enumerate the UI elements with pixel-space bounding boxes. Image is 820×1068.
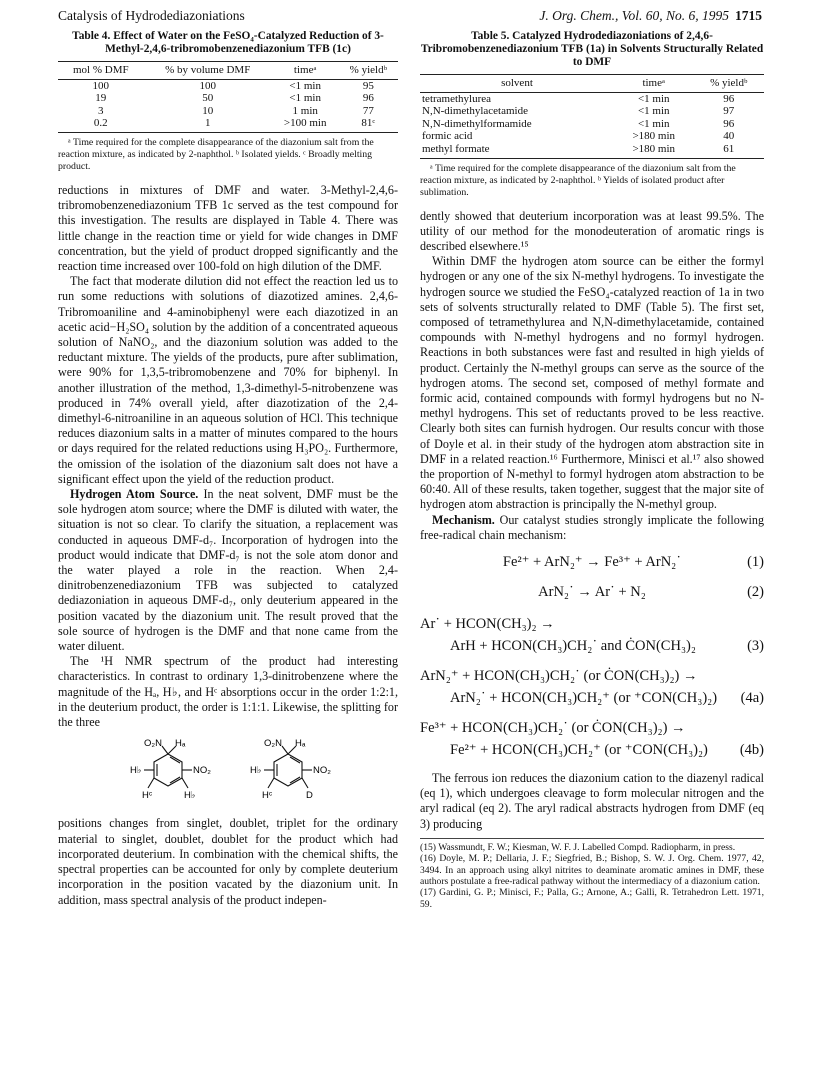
table-row [58, 117, 398, 132]
table-cell: >100 min [272, 117, 339, 132]
table-row [420, 118, 764, 131]
ha-label: Hₐ [175, 738, 186, 750]
journal-name: J. Org. Chem., Vol. 60, No. 6, 1995 [539, 8, 729, 23]
table-cell: 100 [199, 79, 216, 92]
equation-1 [420, 551, 764, 573]
equation-text: Fe³⁺ + HCON(CH₃)CH₂˙ (or ĊON(CH₃)₂) → [420, 720, 686, 737]
table-cell: 96 [723, 117, 735, 130]
dinitrobenzene-structures [58, 736, 398, 804]
no2-label: NO₂ [193, 765, 211, 777]
table-cell: 96 [362, 92, 374, 105]
table-cell: <1 min [637, 105, 670, 118]
equation-number: (4b) [739, 742, 764, 759]
equation-text: Fe²⁺ + HCON(CH₃)CH₂⁺ (or ⁺CON(CH₃)₂) [450, 742, 708, 759]
table-row [420, 105, 764, 118]
paragraph-text: Our catalyst studies strongly implicate the following free-radical chain mechanism: [420, 512, 764, 542]
table-row [420, 130, 764, 143]
running-head-title: Catalysis of Hydrodediazoniations [58, 8, 245, 23]
table5-header: timeᵃ [614, 75, 693, 93]
ha-label: Hₐ [295, 738, 306, 750]
paragraph: dently showed that deuterium incorporation was at least 99.5%. The utility of our method for the monodeuteration of aromatic rings is described elsewhere.¹⁵ [420, 208, 764, 253]
table-cell: N,N-dimethylacetamide [422, 105, 528, 118]
table-cell: 77 [362, 104, 374, 117]
table-cell: 100 [92, 79, 110, 92]
running-head [58, 8, 762, 28]
table-row [58, 92, 398, 105]
table-cell: methyl formate [420, 143, 614, 158]
table-cell: 1 [144, 117, 272, 132]
hb-label: H♭ [250, 765, 262, 777]
paragraph: The ferrous ion reduces the diazonium cation to the diazenyl radical (eq 1), which undergoes cleavage to form molecular nitrogen and the aryl radical (eq 2). The aryl radical abstracts hydrogen from DMF (eq 3) producing [420, 771, 764, 831]
table-cell: tetramethylurea [422, 92, 492, 105]
structure-deuterated [264, 746, 312, 788]
paragraph: positions changes from singlet, doublet, triplet for the ordinary material to singlet, doublet, doublet for the product which had incorporated deuterium. In combination with the chemical shifts, the spectral properties can be accounted for only by complete deuterium incorporation in the position vacated by the diazonium unit. In addition, mass spectral analysis of the product indepen- [58, 816, 398, 907]
equation-4b [420, 717, 764, 761]
paragraph-text: In the neat solvent, DMF must be the sole hydrogen atom source; where the DMF is diluted with water, the situation is not so clear. To clarify the situation, a replacement was conducted in aqueous DMF-d₇. Incorporation of hydrogen into the product would indicate that DMF-d₇ is not the sole atom donor and the water played a role in the reaction. When 2,4-dinitrobenzenediazonium TFB was subjected to catalyzed dediazoniation in aqueous DMF-d₇, only deuterium appeared in the position vacated by the diazonium unit. The result proved that the sole source of hydrogen is the DMF and that none came from the water diluent. [58, 487, 399, 654]
hc-label: Hᶜ [262, 790, 273, 802]
hc-label: Hᶜ [142, 790, 153, 802]
equation-text: ArH + HCON(CH₃)CH₂˙ and ĊON(CH₃)₂ [450, 638, 696, 655]
table-cell: 0.2 [58, 117, 144, 132]
table-cell: >180 min [614, 143, 693, 158]
table-cell: N,N-dimethylformamide [422, 117, 532, 130]
o2n-label: O₂N [264, 738, 282, 750]
journal-citation [539, 8, 762, 24]
table-cell: 95 [362, 79, 374, 92]
equation-text: ArN₂⁺ + HCON(CH₃)CH₂˙ (or ĊON(CH₃)₂) → [420, 668, 698, 685]
table-cell: 50 [202, 92, 214, 105]
hb-label: H♭ [184, 790, 196, 802]
equation-text: ArN₂˙ → Ar˙ + N₂ [538, 584, 646, 601]
paragraph: The ¹H NMR spectrum of the product had interesting characteristics. In contrast to ordinary 1,3-dinitrobenzene where the magnitude of the Hₐ, H♭, and Hᶜ absorptions occur in the order 1:2:1, in the deuterium product, the order is 1:1:1. Likewise, the splitting for the three [58, 654, 398, 730]
table-cell: 97 [723, 105, 735, 118]
equation-number: (3) [747, 638, 764, 655]
table-cell: 19 [95, 92, 107, 105]
left-column [58, 30, 398, 908]
paragraph: reductions in mixtures of DMF and water. 3-Methyl-2,4,6-tribromobenzenediazonium TFB 1c served as the test compound for this investigation. The results are displayed in Table 4. There was little change in the reaction time or yield for wide changes in DMF concentration, but the yield of product dropped significantly and the reaction time increased over 100-fold on high dilution of the DMF. [58, 182, 398, 273]
equation-text: ArN₂˙ + HCON(CH₃)CH₂⁺ (or ⁺CON(CH₃)₂) [450, 690, 718, 707]
reference-16: (16) Doyle, M. P.; Dellaria, J. F.; Siegfried, B.; Bishop, S. W. J. Org. Chem. 1977, 42, 3494. In an approach using alkyl nitrites to deaminate aromatic amines in DMF, these authors postulate a free-radical pathway without the intermediacy of a diazonium cation. [420, 853, 764, 888]
references [420, 838, 764, 910]
table-cell: 61 [693, 143, 764, 158]
table5-header: solvent [420, 75, 614, 93]
paragraph: Within DMF the hydrogen atom source can be either the formyl hydrogen or any one of the six N-methyl hydrogens. To investigate the hydrogen source we studied the FeSO₄-catalyzed reaction of 1a in two sets of solvents structurally related to DMF (Table 5). The first set, composed of tetramethylurea and N,N-dimethylacetamide, contained compounds with N-methyl hydrogens and no formyl hydrogen. Reactions in both substances were fast and resulted in high yields of product. Certainly the N-methyl groups can serve as the source of the hydrogen atoms. The second set, composed of methyl formate and formic acid, contained compounds with formyl hydrogens but no N-methyl hydrogens. This set of reductants proved to be less reactive. Clearly both sites can furnish hydrogen. Our results concur with those of Doyle et al. in their study of the hydrogen atom abstraction site in DMF in a related reaction.¹⁶ Furthermore, Minisci et al.¹⁷ also showed the proportion of N-methyl to formyl hydrogen atom abstraction to be 60:40. All of these results, taken together, suggest that the major site of hydrogen atom abstraction is principally the N-methyl group. [420, 254, 764, 512]
equation-4a [420, 665, 764, 709]
table4-footnote: ᵃ Time required for the complete disappearance of the diazonium salt from the reaction mixture, as indicated by 2-naphthol. ᵇ Isolated yields. ᶜ Broadly melting product. [58, 136, 374, 172]
equation-3 [420, 613, 764, 657]
reference-17: (17) Gardini, G. P.; Minisci, F.; Palla, G.; Arnone, A.; Galli, R. Tetrahedron Lett. 1971, 59. [420, 887, 764, 910]
table-row [58, 79, 398, 92]
section-heading: Hydrogen Atom Source. [70, 487, 199, 502]
structure-ordinary [144, 746, 192, 788]
table-cell: 3 [98, 104, 104, 117]
equation-number: (2) [747, 584, 764, 601]
table-row [420, 143, 764, 158]
table4-header: timeᵃ [272, 62, 339, 80]
table-row [420, 92, 764, 105]
table-cell: 81ᶜ [339, 117, 398, 132]
hb-label: H♭ [130, 765, 142, 777]
table4-header: % by volume DMF [144, 62, 272, 80]
paragraph: The fact that moderate dilution did not effect the reaction led us to run some reductions with solutions of diazotized amines. 2,4,6-Tribromoaniline and 4-aminobiphenyl were each diazotized in an acetic acid−H₂SO₄ solution by the addition of a concentrated aqueous solution of NaNO₂, and the diazonium solution was added to the reductant mixture. The yields of the products, pure after sublimation, were 90% for 1,3,5-tribromobenzene and 70% for biphenyl. In another illustration of the method, 1,3-dimethyl-5-nitrobenzene was produced in 74% overall yield, after diazotization of the 2,4-dimethyl-6-nitroaniline in an aqueous solution of HCl. This technique reduces diazonium salts in a matter of minutes compared to the hours or days required for the related reductions using H₃PO₂. Furthermore, the omission of the isolation of the diazonium salt does not have a significant effect upon the yield of the reduction product. [58, 274, 398, 486]
table-cell: 10 [202, 104, 214, 117]
table-cell: 1 min [292, 104, 318, 117]
table-row [58, 105, 398, 118]
section-heading: Mechanism. [432, 512, 495, 527]
right-column [420, 30, 764, 910]
table-cell: 96 [723, 92, 735, 105]
paragraph [58, 487, 398, 654]
table-cell: >180 min [632, 130, 676, 143]
table-cell: <1 min [289, 92, 321, 105]
no2-label: NO₂ [313, 765, 331, 777]
equation-number: (4a) [740, 690, 764, 707]
paragraph [420, 513, 764, 543]
equation-number: (1) [747, 554, 764, 571]
table4 [58, 61, 398, 133]
table5-caption: Table 5. Catalyzed Hydrodediazoniations of 2,4,6-Tribromobenzenediazonium TFB (1a) in Solvents Structurally Related to DMF [420, 30, 764, 68]
table-cell: <1 min [289, 79, 321, 92]
table-cell: <1 min [637, 117, 670, 130]
table-cell: 40 [723, 130, 735, 143]
table5-header: % yieldᵇ [693, 75, 764, 93]
table4-header: % yieldᵇ [339, 62, 398, 80]
table5-footnote: ᵃ Time required for the complete disappearance of the diazonium salt from the reaction mixture, as indicated by 2-naphthol. ᵇ Yields of isolated product after sublimation. [420, 162, 736, 198]
table-cell: <1 min [637, 92, 670, 105]
equation-2 [420, 581, 764, 603]
table4-caption: Table 4. Effect of Water on the FeSO₄-Catalyzed Reduction of 3-Methyl-2,4,6-tribromobenzenediazonium TFB (1c) [72, 30, 384, 55]
reference-15: (15) Wassmundt, F. W.; Kiesman, W. F. J. Labelled Compd. Radiopharm, in press. [420, 841, 736, 853]
page-number: 1715 [735, 8, 762, 23]
table5 [420, 74, 764, 159]
o2n-label: O₂N [144, 738, 162, 750]
equation-text: Fe²⁺ + ArN₂⁺ → Fe³⁺ + ArN₂˙ [502, 554, 682, 571]
table-cell: formic acid [422, 130, 473, 143]
d-label: D [306, 790, 313, 802]
table4-header: mol % DMF [58, 62, 144, 80]
equation-text: Ar˙ + HCON(CH₃)₂ → [420, 616, 555, 633]
